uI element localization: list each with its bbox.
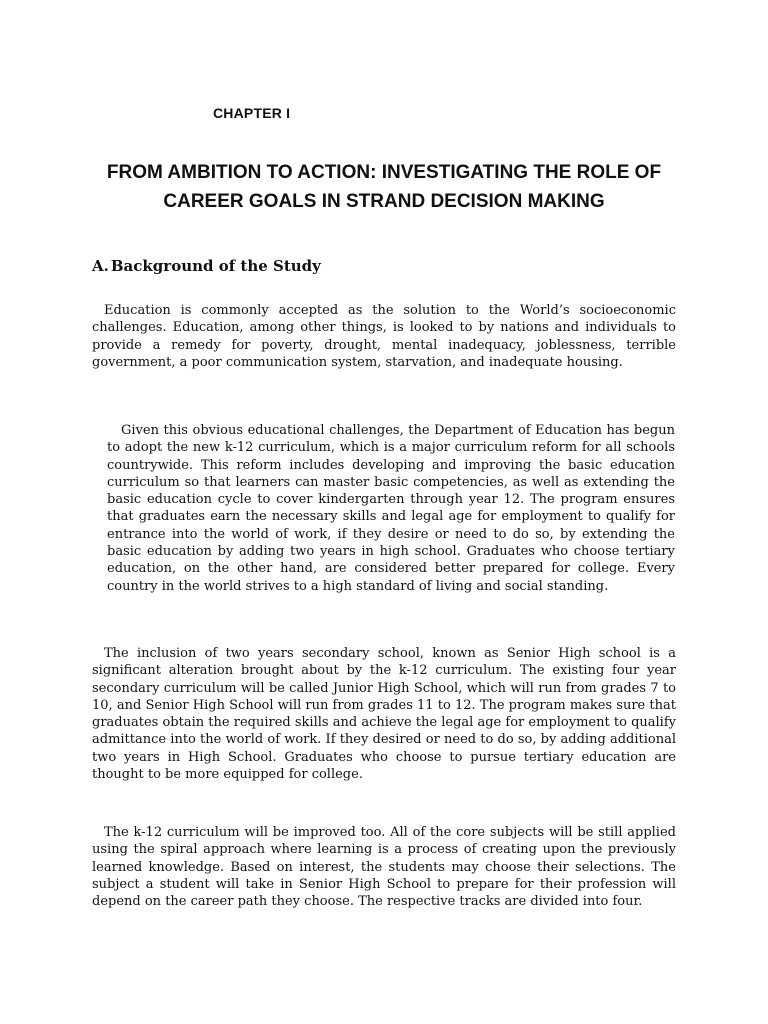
body-paragraph-4: The k-12 curriculum will be improved too. All of the core subjects will be still applied using the spiral approach where learning is a process of creating upon the previously learned knowledge. Based on interest, the students may choose their selections. The subject a student will take in Senior High School to prepare for their profession will depend on the career path they choose. The respective tracks are divided into four. — [92, 825, 676, 910]
body-paragraph-3: The inclusion of two years secondary school, known as Senior High school is a significant alteration brought about by the k-12 curriculum. The existing four year secondary curriculum will be called Junior High School, which will run from grades 7 to 10, and Senior High School will run from grades 11 to 12. The program makes sure that graduates obtain the required skills and achieve the legal age for employment to qualify admittance into the world of work. If they desired or need to do so, by adding additional two years in High School. Graduates who choose to pursue tertiary education are thought to be more equipped for college. — [92, 646, 676, 783]
section-heading — [92, 257, 321, 275]
document-title: FROM AMBITION TO ACTION: INVESTIGATING THE ROLE OF CAREER GOALS IN STRAND DECISION MAKING — [106, 162, 662, 212]
section-number: A. — [92, 257, 109, 275]
body-paragraph-2: Given this obvious educational challenges, the Department of Education has begun to adopt the new k-12 curriculum, which is a major curriculum reform for all schools countrywide. This reform includes developing and improving the basic education curriculum so that learners can master basic competencies, as well as extending the basic education cycle to cover kindergarten through year 12. The program ensures that graduates earn the necessary skills and legal age for employment to qualify for entrance into the world of work, if they desire or need to do so, by extending the basic education by adding two years in high school. Graduates who choose tertiary education, on the other hand, are considered better prepared for college. Every country in the world strives to a high standard of living and social standing. — [107, 423, 675, 594]
body-paragraph-1: Education is commonly accepted as the solution to the World’s socioeconomic challenges. Education, among other things, is looked to by nations and individuals to provide a remedy for poverty, drought, mental inadequacy, joblessness, terrible government, a poor communication system, starvation, and inadequate housing. — [92, 303, 676, 370]
section-heading-text: Background of the Study — [110, 257, 321, 275]
chapter-label: CHAPTER I — [213, 105, 291, 121]
